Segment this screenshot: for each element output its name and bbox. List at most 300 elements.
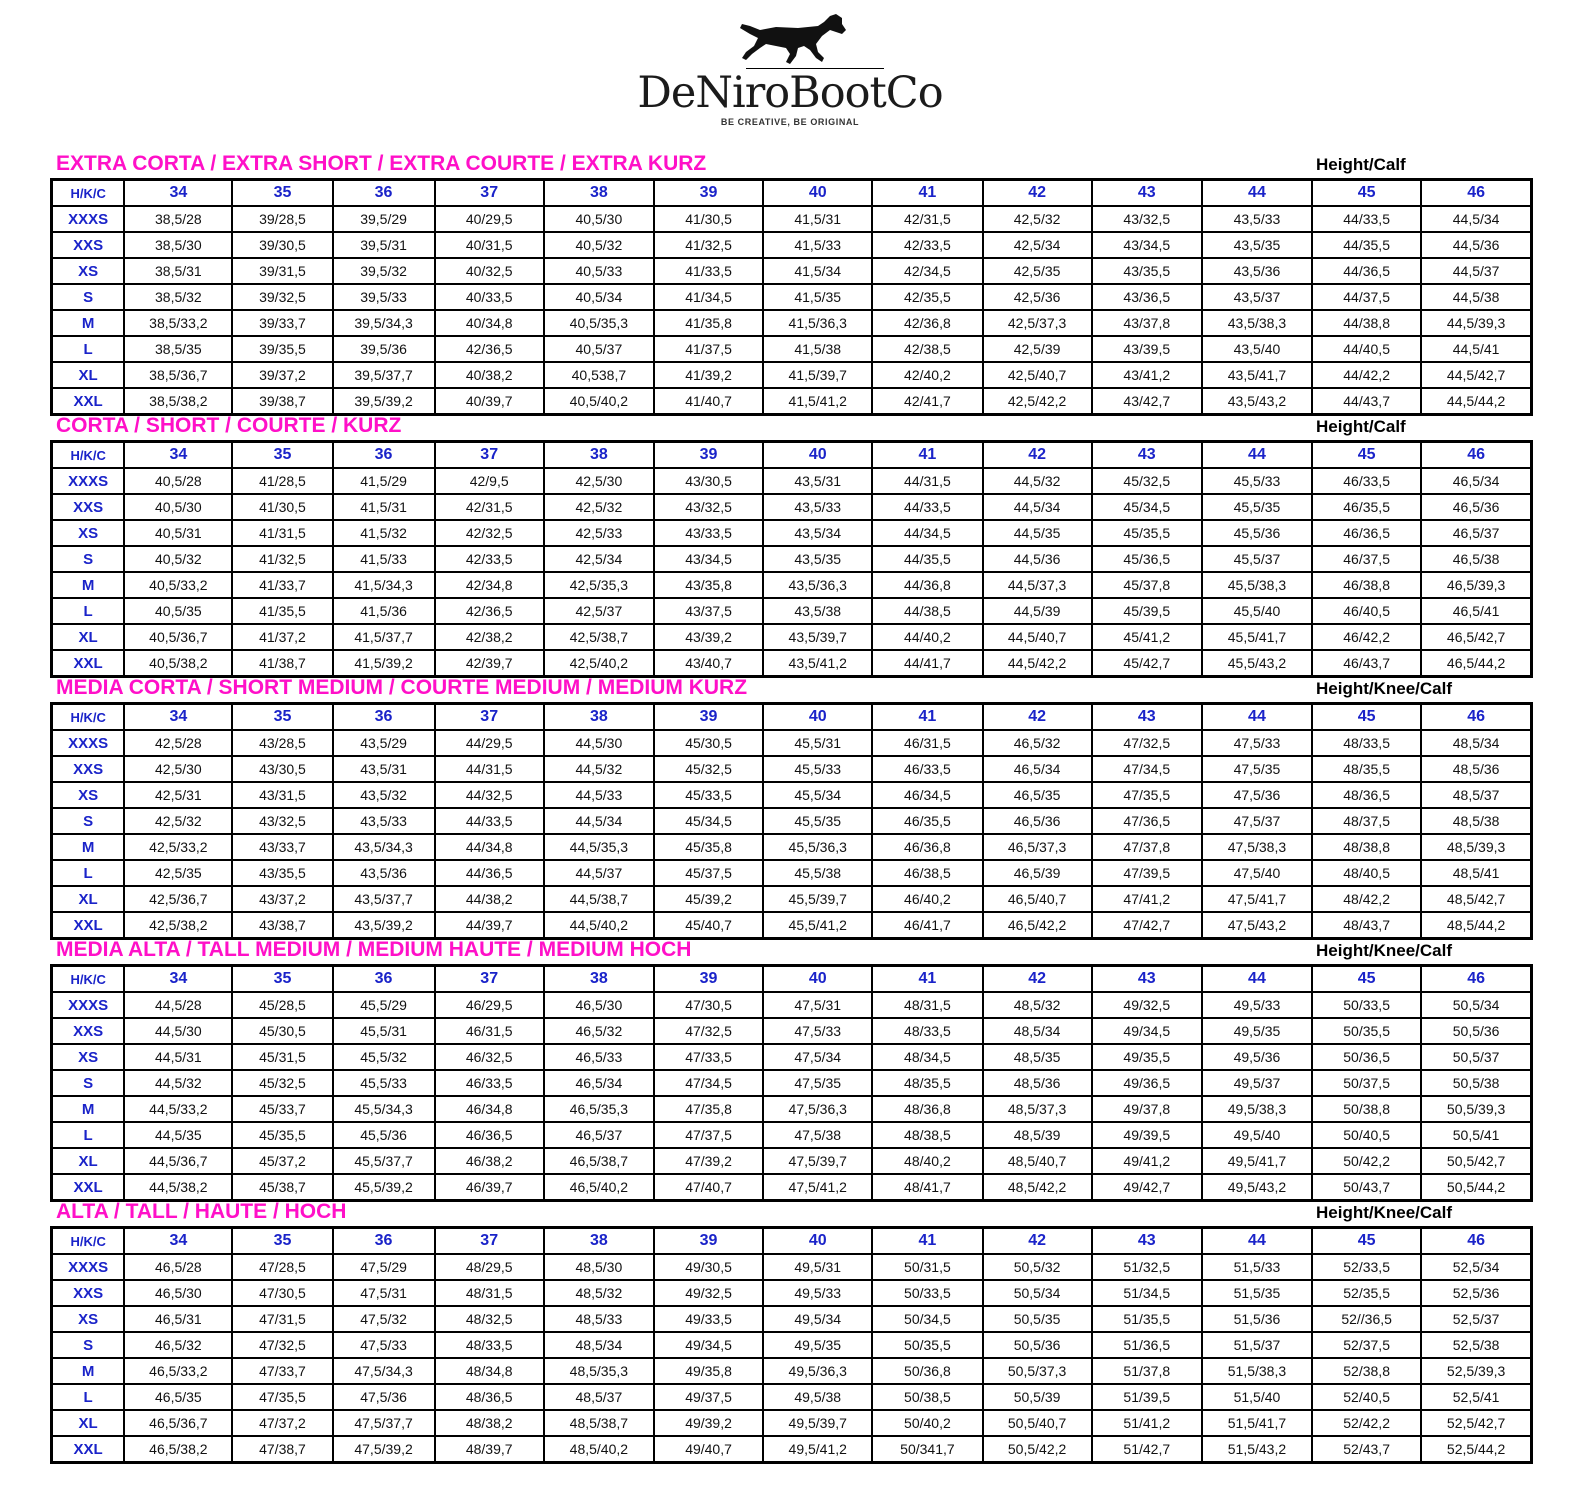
table-cell: 44/33,5 [872,494,982,520]
table-cell: 42/32,5 [435,520,544,546]
table-cell: 52/37,5 [1312,1332,1421,1358]
table-cell: 41,5/33 [763,232,872,258]
column-header: 44 [1202,1228,1312,1255]
table-cell: 49/34,5 [1092,1018,1202,1044]
table-cell: 43/30,5 [654,468,763,494]
section-measure-label: Height/Knee/Calf [1316,1203,1453,1222]
table-cell: 46,5/28 [124,1254,232,1280]
table-cell: 46,5/31 [124,1306,232,1332]
table-cell: 43,5/35 [1202,232,1312,258]
table-cell: 42,5/42,2 [983,388,1092,415]
table-cell: 51,5/38,3 [1202,1358,1312,1384]
size-table [50,964,1533,1202]
table-cell: 46,5/38 [1421,546,1531,572]
table-cell: 44,5/39,3 [1421,310,1531,336]
table-cell: 46,5/32 [544,1018,654,1044]
table-cell: 50/341,7 [872,1436,982,1463]
column-header: 41 [872,442,982,469]
table-cell: 52,5/42,7 [1421,1410,1531,1436]
table-cell: 46,5/37,3 [983,834,1092,860]
size-label: M [52,310,125,336]
column-header: 46 [1421,180,1531,207]
table-row [52,1384,1532,1410]
table-cell: 43/37,2 [232,886,332,912]
table-cell: 42/36,5 [435,336,544,362]
table-cell: 47,5/35 [1202,756,1312,782]
table-cell: 44,5/34 [544,808,654,834]
size-label: S [52,808,125,834]
table-cell: 48/40,2 [872,1148,982,1174]
table-cell: 43/38,7 [232,912,332,939]
table-cell: 47/34,5 [1092,756,1202,782]
table-cell: 42,5/36 [983,284,1092,310]
column-header: 46 [1421,442,1531,469]
table-cell: 41/31,5 [232,520,332,546]
table-cell: 44,5/33 [544,782,654,808]
corner-header: H/K/C [52,966,125,993]
table-cell: 50,5/34 [983,1280,1092,1306]
column-header: 39 [654,180,763,207]
table-row [52,1332,1532,1358]
table-cell: 46,5/37 [1421,520,1531,546]
table-cell: 42,5/33,2 [124,834,232,860]
table-cell: 48/38,8 [1312,834,1421,860]
table-cell: 44,5/38,2 [124,1174,232,1201]
table-cell: 47,5/31 [763,992,872,1018]
column-header: 38 [544,966,654,993]
size-label: XXS [52,494,125,520]
table-cell: 47/37,5 [654,1122,763,1148]
table-cell: 48/38,2 [435,1410,544,1436]
table-cell: 43,5/33 [763,494,872,520]
table-cell: 42/36,8 [872,310,982,336]
table-cell: 43/37,5 [654,598,763,624]
table-cell: 46,5/38,2 [124,1436,232,1463]
table-cell: 43,5/39,2 [333,912,435,939]
table-cell: 50/42,2 [1312,1148,1421,1174]
table-cell: 39,5/34,3 [333,310,435,336]
size-label: XXL [52,912,125,939]
column-header: 36 [333,180,435,207]
table-cell: 50,5/40,7 [983,1410,1092,1436]
table-cell: 41/35,8 [654,310,763,336]
table-cell: 42/36,5 [435,598,544,624]
table-cell: 47/35,5 [232,1384,332,1410]
table-cell: 42/31,5 [872,206,982,232]
table-cell: 42/35,5 [872,284,982,310]
table-header-row [52,704,1532,731]
table-cell: 47/35,5 [1092,782,1202,808]
table-cell: 52/40,5 [1312,1384,1421,1410]
table-cell: 52,5/39,3 [1421,1358,1531,1384]
table-cell: 48,5/36 [1421,756,1531,782]
table-cell: 47,5/36,3 [763,1096,872,1122]
table-cell: 42,5/37,3 [983,310,1092,336]
table-row [52,992,1532,1018]
table-cell: 46,5/36,7 [124,1410,232,1436]
table-cell: 43,5/35 [763,546,872,572]
table-cell: 45,5/33 [1202,468,1312,494]
table-cell: 52,5/37 [1421,1306,1531,1332]
table-cell: 42/38,2 [435,624,544,650]
size-label: XL [52,1148,125,1174]
table-cell: 46/29,5 [435,992,544,1018]
table-cell: 38,5/28 [124,206,232,232]
table-cell: 41/32,5 [232,546,332,572]
table-cell: 45/32,5 [232,1070,332,1096]
table-cell: 46/36,8 [872,834,982,860]
size-label: XL [52,362,125,388]
column-header: 34 [124,180,232,207]
column-header: 40 [763,1228,872,1255]
table-cell: 44,5/32 [983,468,1092,494]
table-cell: 40/33,5 [435,284,544,310]
table-cell: 42/39,7 [435,650,544,677]
table-cell: 46,5/30 [544,992,654,1018]
table-cell: 44,5/42,2 [983,650,1092,677]
table-cell: 49,5/37 [1202,1070,1312,1096]
table-cell: 48/31,5 [435,1280,544,1306]
table-cell: 48,5/40,7 [983,1148,1092,1174]
table-cell: 41,5/39,7 [763,362,872,388]
table-cell: 47,5/38,3 [1202,834,1312,860]
table-row [52,886,1532,912]
table-cell: 44,5/36 [983,546,1092,572]
table-cell: 42,5/40,7 [983,362,1092,388]
column-header: 44 [1202,966,1312,993]
table-cell: 48/34,8 [435,1358,544,1384]
table-cell: 50,5/38 [1421,1070,1531,1096]
table-cell: 43,5/31 [763,468,872,494]
table-cell: 43/36,5 [1092,284,1202,310]
table-cell: 46/34,5 [872,782,982,808]
column-header: 38 [544,1228,654,1255]
size-label: XXXS [52,730,125,756]
table-cell: 46,5/35 [124,1384,232,1410]
table-cell: 44,5/38 [1421,284,1531,310]
table-cell: 39/33,7 [232,310,332,336]
table-cell: 45,5/35 [1202,494,1312,520]
table-cell: 46,5/32 [124,1332,232,1358]
table-cell: 45/38,7 [232,1174,332,1201]
table-cell: 51,5/33 [1202,1254,1312,1280]
table-cell: 43,5/34,3 [333,834,435,860]
table-cell: 41/28,5 [232,468,332,494]
table-cell: 51,5/40 [1202,1384,1312,1410]
table-cell: 44/39,7 [435,912,544,939]
table-cell: 46/36,5 [435,1122,544,1148]
table-cell: 44/33,5 [435,808,544,834]
table-cell: 40,5/33 [544,258,654,284]
table-cell: 49,5/41,2 [763,1436,872,1463]
table-cell: 46,5/33 [544,1044,654,1070]
table-cell: 47/30,5 [232,1280,332,1306]
table-cell: 47,5/29 [333,1254,435,1280]
table-cell: 49,5/38 [763,1384,872,1410]
corner-header: H/K/C [52,1228,125,1255]
table-cell: 44/36,5 [1312,258,1421,284]
table-cell: 45/36,5 [1092,546,1202,572]
column-header: 40 [763,704,872,731]
table-cell: 47,5/39,2 [333,1436,435,1463]
table-cell: 40,5/34 [544,284,654,310]
table-cell: 47/42,7 [1092,912,1202,939]
table-cell: 49,5/34 [763,1306,872,1332]
table-cell: 51/35,5 [1092,1306,1202,1332]
table-cell: 48,5/42,7 [1421,886,1531,912]
column-header: 34 [124,1228,232,1255]
table-cell: 46,5/37 [544,1122,654,1148]
table-cell: 43,5/31 [333,756,435,782]
table-cell: 46,5/35 [983,782,1092,808]
table-cell: 38,5/31 [124,258,232,284]
column-header: 43 [1092,1228,1202,1255]
table-cell: 44/36,8 [872,572,982,598]
table-row [52,598,1532,624]
table-cell: 51,5/35 [1202,1280,1312,1306]
table-cell: 40,5/40,2 [544,388,654,415]
brand-tagline: BE CREATIVE, BE ORIGINAL [720,117,860,127]
table-row [52,1122,1532,1148]
table-cell: 43/42,7 [1092,388,1202,415]
table-cell: 45,5/31 [333,1018,435,1044]
column-header: 37 [435,704,544,731]
size-table [50,178,1533,416]
table-cell: 46/35,5 [1312,494,1421,520]
size-label: L [52,1122,125,1148]
table-cell: 46,5/35,3 [544,1096,654,1122]
table-cell: 42/9,5 [435,468,544,494]
table-row [52,1306,1532,1332]
table-cell: 49,5/38,3 [1202,1096,1312,1122]
table-cell: 46,5/42,2 [983,912,1092,939]
section-title: EXTRA CORTA / EXTRA SHORT / EXTRA COURTE / EXTRA KURZ [56,152,707,175]
table-cell: 41/30,5 [654,206,763,232]
table-cell: 43/34,5 [1092,232,1202,258]
table-cell: 47/39,5 [1092,860,1202,886]
table-row [52,388,1532,415]
table-cell: 49/35,5 [1092,1044,1202,1070]
table-cell: 47/32,5 [1092,730,1202,756]
table-cell: 48/33,5 [1312,730,1421,756]
table-cell: 50,5/34 [1421,992,1531,1018]
table-cell: 47/35,8 [654,1096,763,1122]
column-header: 43 [1092,704,1202,731]
table-cell: 44/43,7 [1312,388,1421,415]
table-cell: 52,5/38 [1421,1332,1531,1358]
table-cell: 51,5/43,2 [1202,1436,1312,1463]
table-cell: 42,5/34 [983,232,1092,258]
table-cell: 46,5/38,7 [544,1148,654,1174]
table-cell: 42,5/37 [544,598,654,624]
table-cell: 40,538,7 [544,362,654,388]
table-cell: 48,5/42,2 [983,1174,1092,1201]
table-cell: 46,5/40,7 [983,886,1092,912]
corner-header: H/K/C [52,180,125,207]
table-cell: 48,5/34 [1421,730,1531,756]
table-cell: 49/33,5 [654,1306,763,1332]
section-measure-label: Height/Knee/Calf [1316,941,1453,960]
column-header: 45 [1312,180,1421,207]
table-cell: 45,5/36 [333,1122,435,1148]
size-label: L [52,598,125,624]
table-cell: 41,5/31 [333,494,435,520]
table-cell: 43/28,5 [232,730,332,756]
table-cell: 43/41,2 [1092,362,1202,388]
table-cell: 48/35,5 [872,1070,982,1096]
table-cell: 43,5/32 [333,782,435,808]
table-cell: 45/37,8 [1092,572,1202,598]
table-cell: 51,5/41,7 [1202,1410,1312,1436]
table-cell: 48,5/33 [544,1306,654,1332]
section-measure-label: Height/Calf [1316,155,1406,174]
table-cell: 52,5/44,2 [1421,1436,1531,1463]
table-cell: 44,5/38,7 [544,886,654,912]
table-cell: 47,5/33 [763,1018,872,1044]
table-cell: 46,5/36 [983,808,1092,834]
column-header: 45 [1312,704,1421,731]
table-cell: 46/32,5 [435,1044,544,1070]
section-measure-label: Height/Calf [1316,417,1406,436]
size-label: XXL [52,388,125,415]
table-cell: 44/38,2 [435,886,544,912]
table-cell: 48,5/37 [544,1384,654,1410]
table-cell: 52//36,5 [1312,1306,1421,1332]
table-cell: 49/35,8 [654,1358,763,1384]
size-label: XXL [52,650,125,677]
table-cell: 38,5/35 [124,336,232,362]
table-cell: 45/42,7 [1092,650,1202,677]
table-cell: 48,5/41 [1421,860,1531,886]
table-cell: 46/33,5 [872,756,982,782]
table-cell: 43/33,5 [654,520,763,546]
table-row [52,1044,1532,1070]
table-cell: 46/43,7 [1312,650,1421,677]
size-label: XXL [52,1436,125,1463]
column-header: 44 [1202,180,1312,207]
size-label: L [52,860,125,886]
corner-header: H/K/C [52,442,125,469]
column-header: 41 [872,966,982,993]
table-cell: 45,5/35 [763,808,872,834]
table-cell: 47,5/40 [1202,860,1312,886]
table-cell: 46,5/34 [544,1070,654,1096]
table-row [52,310,1532,336]
table-cell: 44,5/39 [983,598,1092,624]
table-cell: 52,5/34 [1421,1254,1531,1280]
table-cell: 40,5/36,7 [124,624,232,650]
table-cell: 41/37,2 [232,624,332,650]
column-header: 35 [232,1228,332,1255]
table-cell: 42/34,8 [435,572,544,598]
table-cell: 43/31,5 [232,782,332,808]
table-cell: 39,5/37,7 [333,362,435,388]
column-header: 46 [1421,1228,1531,1255]
table-cell: 42,5/39 [983,336,1092,362]
size-label: XXS [52,232,125,258]
table-cell: 46/38,8 [1312,572,1421,598]
table-cell: 43,5/41,2 [763,650,872,677]
table-cell: 41/35,5 [232,598,332,624]
table-cell: 41/39,2 [654,362,763,388]
table-cell: 45,5/36,3 [763,834,872,860]
table-cell: 42,5/35 [983,258,1092,284]
table-cell: 46/37,5 [1312,546,1421,572]
table-cell: 46/39,7 [435,1174,544,1201]
table-cell: 49/32,5 [654,1280,763,1306]
size-label: M [52,1358,125,1384]
table-cell: 41,5/36,3 [763,310,872,336]
table-cell: 51/36,5 [1092,1332,1202,1358]
size-label: M [52,1096,125,1122]
table-cell: 44,5/41 [1421,336,1531,362]
table-cell: 45/35,8 [654,834,763,860]
table-cell: 50,5/36 [983,1332,1092,1358]
table-cell: 42/34,5 [872,258,982,284]
table-cell: 41,5/37,7 [333,624,435,650]
size-label: S [52,284,125,310]
table-cell: 49,5/33 [763,1280,872,1306]
table-cell: 45,5/29 [333,992,435,1018]
table-cell: 50,5/41 [1421,1122,1531,1148]
table-cell: 51/32,5 [1092,1254,1202,1280]
size-label: XL [52,886,125,912]
table-cell: 49,5/31 [763,1254,872,1280]
table-cell: 45,5/37,7 [333,1148,435,1174]
column-header: 39 [654,966,763,993]
table-cell: 46,5/30 [124,1280,232,1306]
table-cell: 44,5/40,2 [544,912,654,939]
size-label: XXXS [52,1254,125,1280]
table-cell: 47,5/39,7 [763,1148,872,1174]
table-cell: 44/36,5 [435,860,544,886]
table-cell: 41,5/35 [763,284,872,310]
size-label: XL [52,624,125,650]
table-cell: 47/34,5 [654,1070,763,1096]
column-header: 46 [1421,704,1531,731]
table-cell: 41,5/34,3 [333,572,435,598]
table-cell: 44,5/42,7 [1421,362,1531,388]
table-cell: 42,5/31 [124,782,232,808]
table-cell: 42,5/40,2 [544,650,654,677]
table-cell: 52/35,5 [1312,1280,1421,1306]
table-cell: 46,5/39,3 [1421,572,1531,598]
table-cell: 42/40,2 [872,362,982,388]
table-cell: 48,5/38 [1421,808,1531,834]
table-cell: 51/34,5 [1092,1280,1202,1306]
table-cell: 45,5/34,3 [333,1096,435,1122]
table-cell: 50/33,5 [872,1280,982,1306]
size-label: XXXS [52,468,125,494]
table-cell: 48/41,7 [872,1174,982,1201]
table-cell: 45,5/41,2 [763,912,872,939]
table-header-row [52,1228,1532,1255]
table-cell: 41,5/38 [763,336,872,362]
table-cell: 41/37,5 [654,336,763,362]
table-cell: 48/36,8 [872,1096,982,1122]
table-cell: 49,5/41,7 [1202,1148,1312,1174]
table-cell: 44,5/32 [544,756,654,782]
table-cell: 40/31,5 [435,232,544,258]
table-cell: 42,5/30 [124,756,232,782]
table-cell: 44/35,5 [1312,232,1421,258]
table-cell: 47,5/34,3 [333,1358,435,1384]
table-cell: 39/31,5 [232,258,332,284]
table-cell: 43,5/36 [1202,258,1312,284]
table-cell: 42/33,5 [435,546,544,572]
table-cell: 48/33,5 [872,1018,982,1044]
size-label: L [52,1384,125,1410]
